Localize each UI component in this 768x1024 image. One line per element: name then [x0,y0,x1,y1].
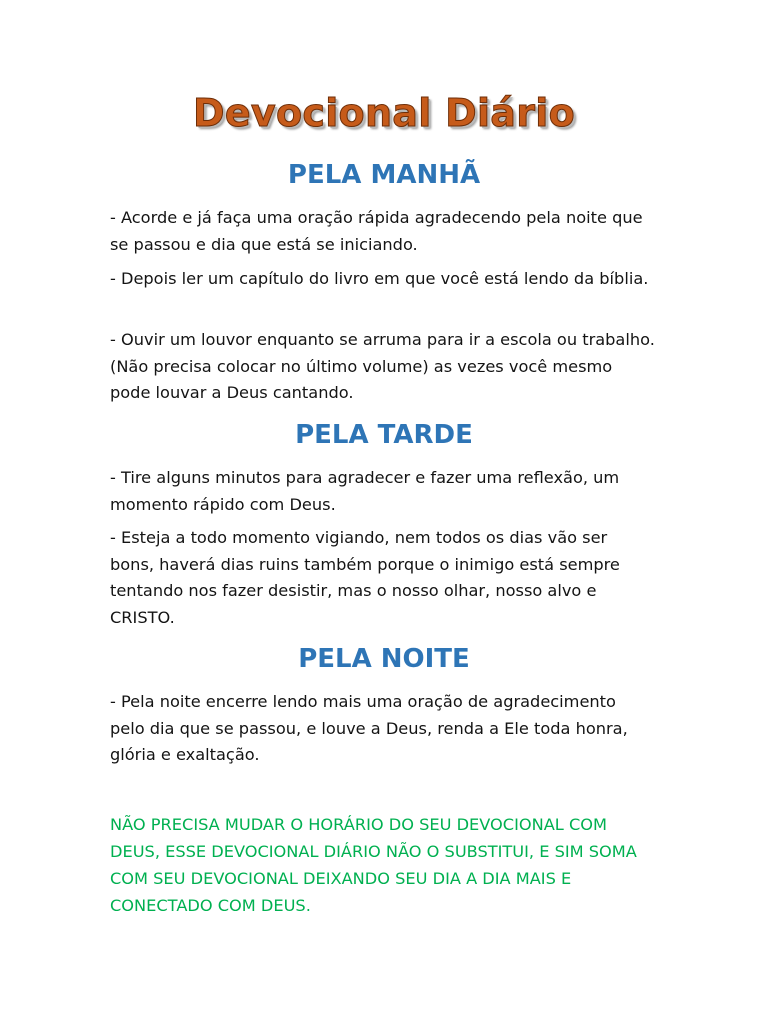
section-heading-night: PELA NOITE [298,644,470,674]
morning-paragraph-1: - Acorde e já faça uma oração rápida agradecendo pela noite que se passou e dia que está se iniciando. [110,208,643,254]
section-heading-morning: PELA MANHÃ [287,160,481,190]
afternoon-paragraph-1: - Tire alguns minutos para agradecer e fazer uma reflexão, um momento rápido com Deus. [110,468,620,514]
afternoon-paragraph-2: - Esteja a todo momento vigiando, nem todos os dias vão ser bons, haverá dias ruins também porque o inimigo está sempre tentando nos fazer desistir, mas o nosso olhar, nosso alvo e CRISTO. [110,528,620,627]
night-paragraph-1: - Pela noite encerre lendo mais uma oração de agradecimento pelo dia que se passou, e louve a Deus, renda a Ele toda honra, glória e exaltação. [110,692,628,764]
closing-note: NÃO PRECISA MUDAR O HORÁRIO DO SEU DEVOCIONAL COM DEUS, ESSE DEVOCIONAL DIÁRIO NÃO O SUBSTITUI, E SIM SOMA COM SEU DEVOCIONAL DEIXANDO SEU DIA A DIA MAIS E CONECTADO COM DEUS. [110,815,637,915]
section-heading-afternoon: PELA TARDE [295,420,473,450]
morning-paragraph-3: - Ouvir um louvor enquanto se arruma para ir a escola ou trabalho. (Não precisa colocar no último volume) as vezes você mesmo pode louvar a Deus cantando. [110,330,655,402]
document-title: Devocional Diário [193,91,575,135]
morning-paragraph-2: - Depois ler um capítulo do livro em que você está lendo da bíblia. [110,269,649,288]
